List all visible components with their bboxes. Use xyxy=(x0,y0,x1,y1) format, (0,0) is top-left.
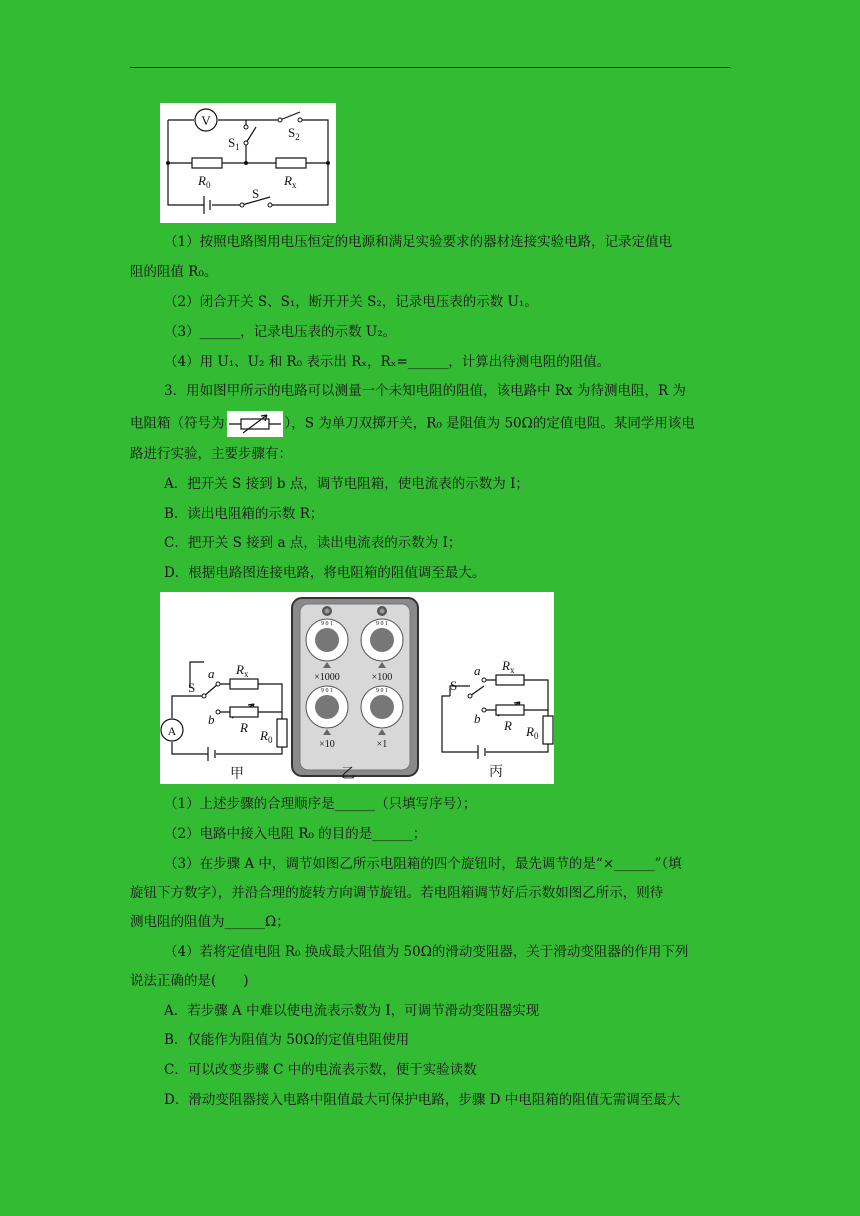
rx-label: $R_x$ xyxy=(284,173,297,190)
r0-label: $R_0$ xyxy=(260,728,273,745)
yi-caption: 乙 xyxy=(341,767,355,782)
text-line: 路进行实验，主要步骤有： xyxy=(130,446,292,462)
r0-label: $R_0$ xyxy=(198,173,211,190)
bing-caption: 丙 xyxy=(489,765,503,780)
resistance-box-symbol-icon xyxy=(227,411,283,437)
text-line: 说法正确的是( ) xyxy=(130,973,249,989)
option-b: B．仅能作为阻值为 50Ω的定值电阻使用 xyxy=(164,1032,410,1048)
text-line: （3）______，记录电压表的示数 U₂。 xyxy=(164,324,397,340)
knob-1-label: ×1 xyxy=(376,739,388,750)
text-line: （1）按照电路图用电压恒定的电源和满足实验要求的器材连接实验电路，记录定值电 xyxy=(164,234,673,250)
text-fragment: 电阻箱（符号为 xyxy=(130,415,225,432)
switch-label: S xyxy=(188,680,196,695)
step-d: D．根据电路图连接电路，将电阻箱的阻值调至最大。 xyxy=(164,565,486,581)
text-line: 阻的阻值 R₀。 xyxy=(130,264,218,280)
b-label-bing: b xyxy=(474,711,481,726)
text-line: （2）闭合开关 S、S₁，断开开关 S₂，记录电压表的示数 U₁。 xyxy=(164,294,538,310)
ammeter-label: A xyxy=(167,724,177,738)
s2-label: $S_2$ xyxy=(288,125,300,142)
svg-text:9 0 1: 9 0 1 xyxy=(321,621,333,627)
rx-label-bing: $R_x$ xyxy=(502,658,515,675)
r0-label-bing: $R_0$ xyxy=(526,724,539,741)
header-rule xyxy=(130,67,730,68)
r-label-bing: R xyxy=(504,718,512,733)
option-c: C．可以改变步骤 C 中的电流表示数，便于实验读数 xyxy=(164,1062,477,1078)
svg-text:9 0 1: 9 0 1 xyxy=(376,688,388,694)
text-line xyxy=(130,411,730,437)
svg-text:9 0 1: 9 0 1 xyxy=(376,621,388,627)
text-line: 3．用如图甲所示的电路可以测量一个未知电阻的阻值，该电路中 Rx 为待测电阻，R 为 xyxy=(164,383,686,399)
question-4: （4）若将定值电阻 R₀ 换成最大阻值为 50Ω的滑动变阻器，关于滑动变阻器的作用下列 xyxy=(164,944,689,960)
rx-label: $R_x$ xyxy=(236,662,249,679)
option-d: D．滑动变阻器接入电路中阻值最大可保护电路，步骤 D 中电阻箱的阻值无需调至最大 xyxy=(164,1092,681,1108)
voltmeter-label: V xyxy=(201,113,211,128)
knob-100-label: ×100 xyxy=(371,672,393,683)
text-fragment: ），S 为单刀双掷开关，R₀ 是阻值为 50Ω的定值电阻。某同学用该电 xyxy=(284,415,695,432)
text-line: （4）用 U₁、U₂ 和 R₀ 表示出 Rₓ，Rₓ=______，计算出待测电阻的阻值。 xyxy=(164,354,611,370)
b-label: b xyxy=(208,712,215,727)
svg-text:9 0 1: 9 0 1 xyxy=(321,688,333,694)
option-a: A．若步骤 A 中难以使电流表示数为 I，可调节滑动变阻器实现 xyxy=(164,1003,540,1019)
knob-10-label: ×10 xyxy=(319,739,335,750)
a-label-bing: a xyxy=(474,663,481,678)
s1-label: $S_1$ xyxy=(228,135,240,152)
text-line: 测电阻的阻值为______Ω； xyxy=(130,914,290,930)
voltmeter-circuit-figure xyxy=(160,103,336,223)
jia-caption: 甲 xyxy=(230,767,244,782)
resistance-box-figure xyxy=(160,592,554,784)
switch-label-bing: S xyxy=(450,678,458,693)
question-3: （3）在步骤 A 中，调节如图乙所示电阻箱的四个旋钮时，最先调节的是“×______”（填 xyxy=(164,856,682,872)
s-label: S xyxy=(252,186,260,201)
question-1: （1）上述步骤的合理顺序是______（只填写序号）； xyxy=(164,796,477,812)
step-c: C．把开关 S 接到 a 点，读出电流表的示数为 I； xyxy=(164,535,462,551)
question-2: （2）电路中接入电阻 R₀ 的目的是______； xyxy=(164,826,427,842)
step-b: B．读出电阻箱的示数 R； xyxy=(164,506,324,522)
a-label: a xyxy=(208,666,215,681)
knob-1000-label: ×1000 xyxy=(314,672,340,683)
r-label: R xyxy=(240,720,248,735)
text-line: 旋钮下方数字），并沿合理的旋转方向调节旋钮。若电阻箱调节好后示数如图乙所示，则待 xyxy=(130,885,664,901)
step-a: A．把开关 S 接到 b 点，调节电阻箱，使电流表的示数为 I； xyxy=(164,476,529,492)
